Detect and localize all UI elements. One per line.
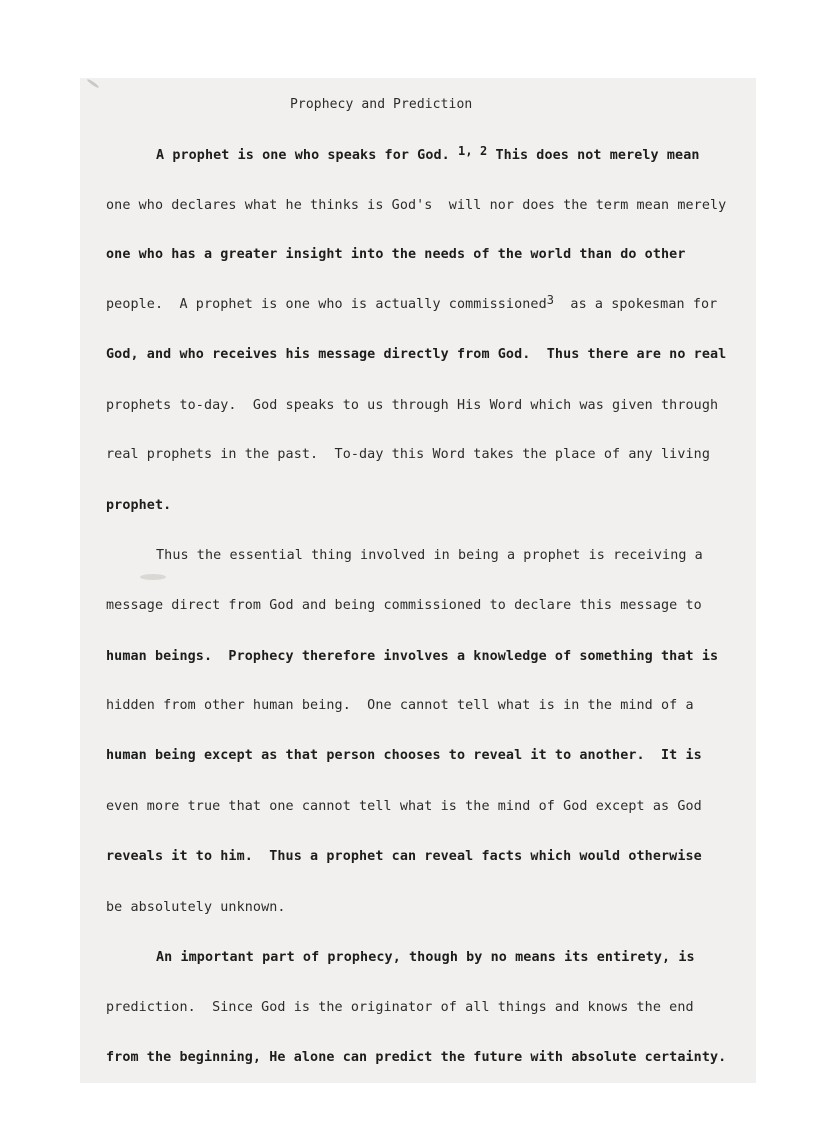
text-line: God, and who receives his message directly from God. Thus there are no real (106, 347, 727, 362)
text-line: from the beginning, He alone can predict the future with absolute certainty. (106, 1050, 727, 1065)
text-line: An important part of prophecy, though by no means its entirety, is (156, 950, 695, 965)
paper-mark (86, 78, 99, 88)
text-line: reveals it to him. Thus a prophet can reveal facts which would otherwise (106, 849, 702, 864)
text-line: prophets to-day. God speaks to us through His Word which was given through (106, 398, 719, 413)
footnote-marker: 3 (546, 293, 555, 307)
text-line: hidden from other human being. One cannot tell what is in the mind of a (106, 698, 694, 713)
text-line: one who declares what he thinks is God's will nor does the term mean merely (106, 198, 727, 213)
typewritten-page (80, 78, 756, 1083)
text-line: one who has a greater insight into the needs of the world than do other (106, 247, 686, 262)
text-line: human beings. Prophecy therefore involves a knowledge of something that is (106, 649, 719, 664)
footnote-marker: 1, 2 (458, 144, 488, 158)
text-line: Thus the essential thing involved in being a prophet is receiving a (156, 548, 703, 563)
paper-smudge (140, 574, 166, 580)
text-line: people. A prophet is one who is actually commissioned$^3$ as a spokesman for (106, 293, 718, 312)
text-line: message direct from God and being commissioned to declare this message to (106, 598, 702, 613)
text-line: be absolutely unknown. (106, 900, 286, 915)
text-line: A prophet is one who speaks for God. $^{1, 2}$ This does not merely mean (156, 144, 700, 163)
text-line: real prophets in the past. To-day this Word takes the place of any living (106, 447, 710, 462)
document-title: Prophecy and Prediction (290, 97, 473, 112)
text-line: even more true that one cannot tell what is the mind of God except as God (106, 799, 702, 814)
text-line: prophet. (106, 498, 172, 513)
text-line: human being except as that person chooses to reveal it to another. It is (106, 748, 702, 763)
text-line: prediction. Since God is the originator of all things and knows the end (106, 1000, 694, 1015)
